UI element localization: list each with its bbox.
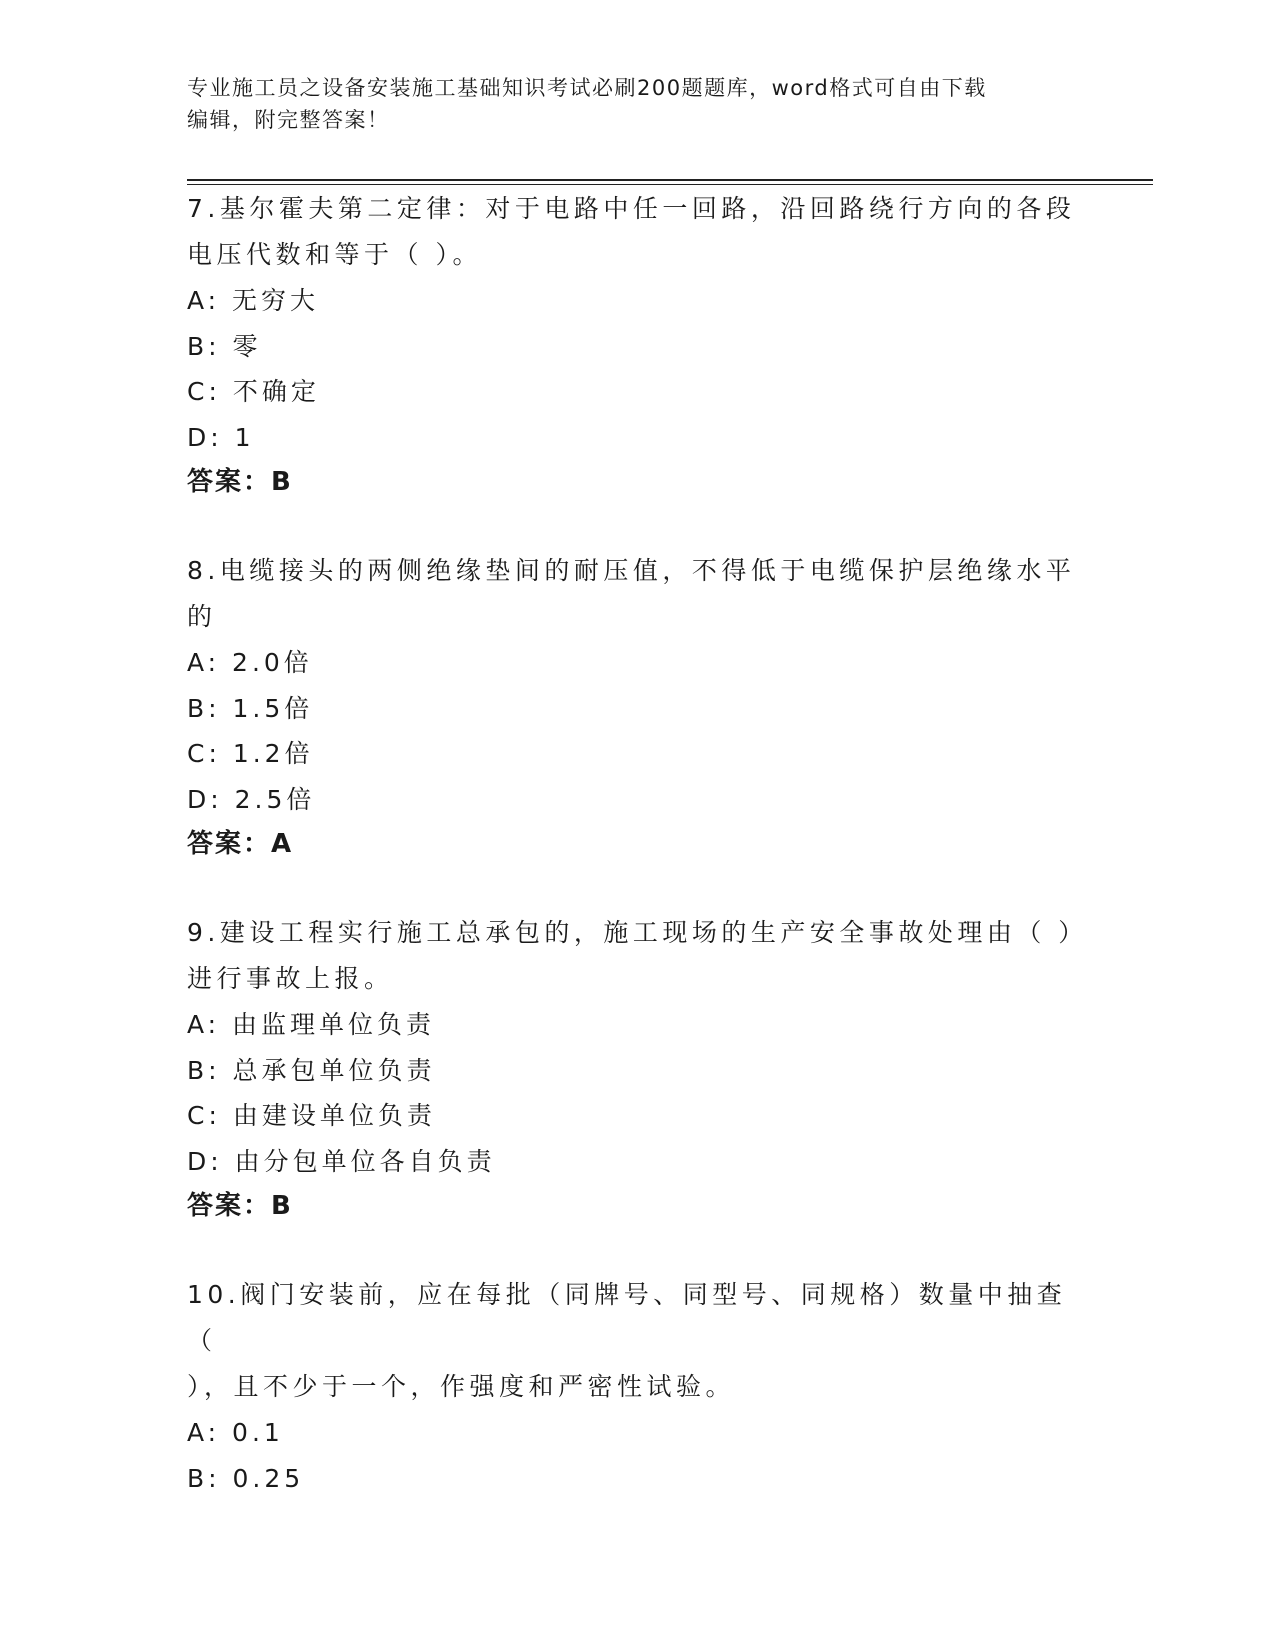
- question-9: [187, 910, 1087, 1229]
- question-10: [187, 1272, 1087, 1501]
- question-stem-line: 10.阀门安装前，应在每批（同牌号、同型号、同规格）数量中抽查（: [187, 1280, 1067, 1355]
- question-8: [187, 548, 1087, 867]
- header-line-1: 专业施工员之设备安装施工基础知识考试必刷200题题库，word格式可自由下载: [187, 76, 987, 100]
- question-stem-line: ），且不少于一个，作强度和严密性试验。: [187, 1372, 736, 1401]
- header-divider-thin: [187, 184, 1153, 185]
- option-a: A: 2.0倍: [187, 648, 313, 677]
- option-d: D: 由分包单位各自负责: [187, 1146, 496, 1176]
- option-a: A: 无穷大: [187, 286, 320, 315]
- question-stem-line: 电压代数和等于（ ）。: [187, 240, 482, 269]
- option-c: C: 不确定: [187, 377, 320, 406]
- question-7: [187, 186, 1087, 505]
- option-c: C: 由建设单位负责: [187, 1101, 436, 1130]
- header-line-2: 编辑，附完整答案！: [187, 108, 390, 132]
- answer: 答案：A: [187, 829, 294, 859]
- option-c: C: 1.2倍: [187, 739, 314, 768]
- question-stem-line: 的: [187, 602, 217, 631]
- question-stem-line: 8.电缆接头的两侧绝缘垫间的耐压值，不得低于电缆保护层绝缘水平: [187, 556, 1076, 585]
- option-b: B: 零: [187, 331, 262, 361]
- answer: 答案：B: [187, 467, 293, 497]
- question-list: [187, 186, 1087, 1544]
- header-divider-thick: [187, 179, 1153, 181]
- answer: 答案：B: [187, 1191, 293, 1221]
- option-b: B: 总承包单位负责: [187, 1055, 436, 1085]
- question-stem-line: 7.基尔霍夫第二定律：对于电路中任一回路，沿回路绕行方向的各段: [187, 194, 1076, 223]
- option-a: A: 由监理单位负责: [187, 1010, 436, 1039]
- option-a: A: 0.1: [187, 1418, 284, 1447]
- option-d: D: 1: [187, 422, 255, 452]
- question-stem-line: 进行事故上报。: [187, 964, 394, 993]
- option-b: B: 1.5倍: [187, 693, 314, 723]
- document-header: [187, 72, 1067, 136]
- option-d: D: 2.5倍: [187, 784, 316, 814]
- option-b: B: 0.25: [187, 1463, 305, 1493]
- question-stem-line: 9.建设工程实行施工总承包的，施工现场的生产安全事故处理由（ ）: [187, 918, 1088, 947]
